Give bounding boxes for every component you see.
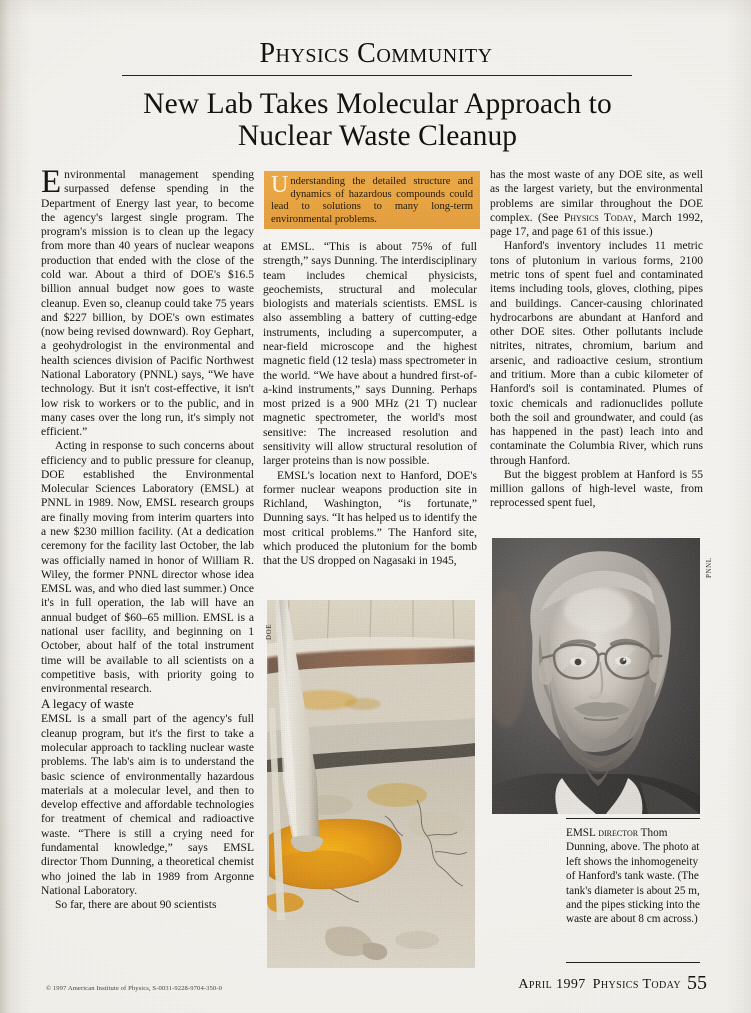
publication-name: Physics Today — [592, 977, 681, 992]
paragraph — [263, 469, 477, 569]
tank-waste-image — [267, 600, 475, 968]
portrait-photo — [492, 538, 700, 814]
paragraph-text: at EMSL. “This is about 75% of full strength,” says Dunning. The interdisciplinary team includes chemical physicists, geochemists, structural and molecular biologists and materials scientists. EMSL is also assembling a battery of cutting-edge instruments, including a supercomputer, a near-field microscope and the highest magnetic field (12 tesla) mass spectrometer in the world. “We have about a hundred first-of-a-kind instruments,” says Dunning. Perhaps most prized is a 900 MHz (21 T) nuclear magnetic spectrometer, the world's most sensitive: The increased resolution and sensitivity will allow structural resolution of larger proteins than is now possible. — [263, 241, 477, 468]
paragraph-text: Acting in response to such concerns about efficiency and to public pressure for cleanup, DOE established the Environmental Molecular Sciences Laboratory (EMSL) at PNNL in 1989. Now, EMSL research groups are finally moving from interim quarters into a new $230 million facility. (At a dedication ceremony for the facility last October, the lab was officially named in honor of William R. Wiley, the former PNNL director whose idea EMSL was, and who died last summer.) Once it's in full operation, the lab will have an annual budget of $60–65 million. EMSL is a national user facility, and beginning on 1 October, about half of the total instrument time will be available to all scientists on a competitive basis, with priority going to environmental research. — [41, 440, 254, 696]
subheading: A legacy of waste — [41, 696, 134, 712]
page-folio — [518, 972, 707, 994]
publication-reference: Physics Today — [563, 211, 634, 224]
photo-caption — [566, 826, 700, 927]
page-title — [55, 88, 700, 152]
issue-date: April 1997 — [518, 977, 586, 992]
caption-bottom-divider — [566, 962, 700, 963]
photo-credit-pnnl: PNNL — [705, 557, 713, 578]
paragraph-text: nvironmental management spending surpassed defense spending in the Department of Energy last year, to become the agency's largest single program. The program's mission is to clean up the legacy from more than 40 years of nuclear weapons production that ended with the close of the cold war. About a third of DOE's $16.5 billion annual budget now goes to waste cleanup. Even so, cleanup could take 75 years and $227 billion, by DOE's own estimates (now being revised downward). Roy Gephart, a geohydrologist in the environmental and health sciences division of Pacific Northwest National Laboratory (PNNL) says, “We have technology. But it isn't cost-effective, it isn't low risk to workers or to the public, and in many cases over the long run, it's simply not efficient.” — [41, 169, 254, 439]
tank-waste-photo — [267, 600, 475, 968]
page-number: 55 — [687, 972, 707, 994]
paragraph-text: has the most waste of any DOE site, as well as the largest variety, but the environmental problems are similar throughout the DOE complex. (See — [490, 169, 703, 224]
thom-dunning-portrait-image — [492, 538, 700, 814]
paragraph-text: EMSL is a small part of the agency's full cleanup program, but it's the first to take a molecular approach to tackling nuclear waste problems. The lab's aim is to understand the basic science of environmentally hazardous materials at a molecular level, and then to develop effective and affordable technologies for treatment of chemical and radioactive waste. “There is still a crying need for fundamental knowledge,” says EMSL director Thom Dunning, a theoretical chemist who joined the lab in 1989 from Argonne National Laboratory. — [41, 713, 254, 897]
caption-top-divider — [566, 818, 700, 819]
pull-quote-box — [264, 171, 480, 229]
paragraph-text: So far, there are about 90 scientists — [55, 899, 217, 912]
pull-quote-drop-cap: U — [271, 172, 289, 198]
section-kicker: Physics Community — [259, 38, 493, 69]
copyright-notice: © 1997 American Institute of Physics, S-0031-9228-9704-350-0 — [46, 985, 223, 992]
paragraph — [263, 240, 477, 469]
article-column-3 — [490, 168, 703, 511]
photo-credit-doe: DOE — [265, 623, 273, 640]
paragraph — [490, 468, 703, 511]
paragraph-text: Hanford's inventory includes 11 metric tons of plutonium in various forms, 2100 metric tons of spent fuel and contaminated items including tools, gloves, clothing, pipes and buildings. Cancer-causing chlorinated hydrocarbons are abundant at Hanford and other DOE sites. Other pollutants include nitrites, nitrates, chromium, barium and arsenic, and radioactive cesium, strontium and tritium. More than a cubic kilometer of Hanford's soil is contaminated. Plumes of toxic chemicals and radionuclides pollute both the soil and groundwater, and could (as has happened in the past) leach into and contaminate the Columbia River, which runs through Hanford. — [490, 240, 703, 467]
paragraph — [41, 164, 254, 439]
paragraph-text: But the biggest problem at Hanford is 55 million gallons of high-level waste, from reprocessed spent fuel, — [490, 468, 703, 510]
article-column-1 — [41, 164, 254, 912]
article-column-2 — [263, 240, 477, 568]
paragraph-text: , March 1992, page 17, and page 61 of this issue.) — [490, 211, 704, 239]
caption-body: Thom Dunning, above. The photo at left shows the inhomogeneity of Hanford's tank waste. (The tank's diameter is about 25 m, and the pipes sticking into the waste are about 8 cm across.) — [566, 827, 700, 926]
paragraph — [41, 898, 254, 912]
paragraph — [41, 712, 254, 898]
paragraph-text: EMSL's location next to Hanford, DOE's former nuclear weapons production site in Richland, Washington, “is fortunate,” Dunning says. “It has helped us to identify the most critical problems.” The Hanford site, which produced the plutonium for the bomb that the US dropped on Nagasaki in 1945, — [263, 469, 477, 568]
headline-line-2: Nuclear Waste Cleanup — [237, 120, 518, 152]
pull-quote-text: nderstanding the detailed structure and dynamics of hazardous compounds could lead to solutions to many long-term environmental problems. — [271, 176, 473, 225]
masthead-divider — [122, 75, 632, 76]
paragraph — [490, 239, 703, 468]
drop-cap: E — [41, 164, 62, 200]
caption-lead-in: EMSL director — [566, 827, 639, 839]
headline-line-1: New Lab Takes Molecular Approach to — [143, 88, 612, 120]
paragraph — [490, 168, 703, 239]
paragraph — [41, 439, 254, 696]
